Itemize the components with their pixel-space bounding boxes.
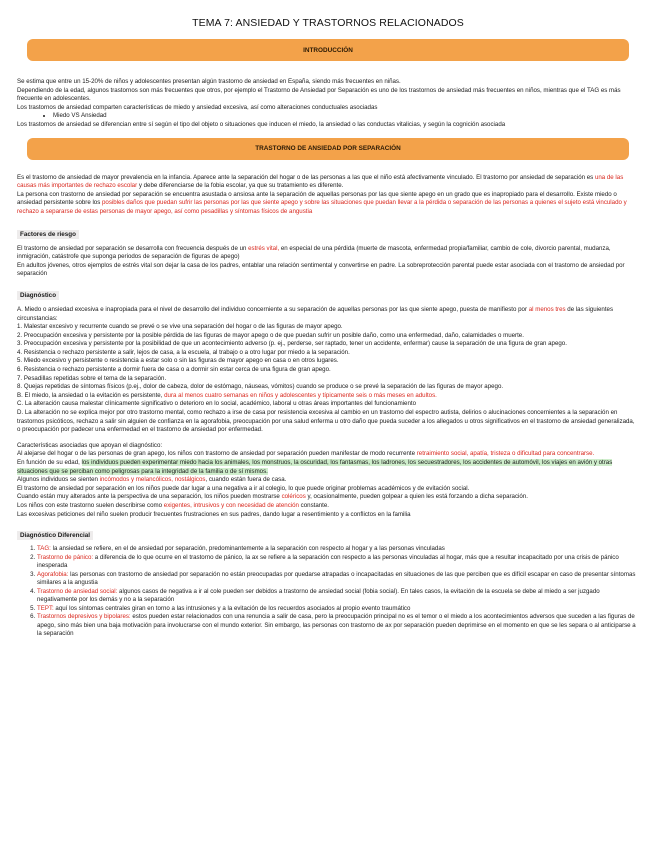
list-item: 6. Trastornos depresivos y bipolares: estos pueden estar relacionados con una renuncia a salir de casa, pero la preocupación principal no es el temor o el miedo a los acontecimientos adversos que suceden a las figuras de apego, sino más bien una baja motivación para involucrarse con el mundo exterior. Sin embargo, las personas con trastorno de ax por separación pueden deprimirse en el momento en que se les separa o al anticiparse a la separación — [37, 613, 639, 639]
criteria-item: 2. Preocupación excesiva y persistente por la posible pérdida de las figuras de mayor apego o de que puedan sufrir un posible daño, como una enfermedad, daño, calamidades o muerte. — [17, 331, 524, 339]
assoc-p4: El trastorno de ansiedad por separación en los niños puede dar lugar a una negativa a ir al colegio, lo que puede originar problemas académicos y de evitación social. — [17, 484, 470, 492]
assoc-p5: Cuando están muy alterados ante la perspectiva de una separación, los niños pueden mostrarse coléricos y, ocasionalmente, pueden golpear a quien les está forzando a dicha separación. — [17, 493, 528, 501]
criteria-item: 5. Miedo excesivo y persistente o resistencia a estar solo o sin las figuras de mayor apego en casa o en otros lugares. — [17, 357, 339, 365]
risk-p2: En adultos jóvenes, otros ejemplos de estrés vital son dejar la casa de los padres, entablar una relación sentimental y convertirse en padre. La sobreprotección parental puede estar asociada con el trastorno de ansiedad por separación — [17, 261, 625, 278]
assoc-p6: Los niños con este trastorno suelen describirse como exigentes, intrusivos y con necesidad de atención constante. — [17, 501, 330, 509]
associated-title: Características asociadas que apoyan el diagnóstico: — [17, 441, 163, 449]
list-item: 2. Trastorno de pánico: a diferencia de lo que ocurre en el trastorno de pánico, la ax se refiere a la separación con respecto a las personas vinculadas al hogar, más que a resultar incapacitado por una crisis de pánico inesperada — [37, 554, 639, 571]
criteria-item: 6. Resistencia o rechazo persistente a dormir fuera de casa o a dormir sin estar cerca de una figura de gran apego. — [17, 366, 331, 374]
criteria-item: 3. Preocupación excesiva y persistente por la posibilidad de que un acontecimiento adverso (p. ej., perderse, ser raptado, tener un accidente, enfermar) cause la separación de una figura de gran apego. — [17, 340, 567, 348]
tas-banner: TRASTORNO DE ANSIEDAD POR SEPARACIÓN — [27, 138, 629, 160]
list-item: 4. Trastorno de ansiedad social: algunos casos de negativa a ir al cole pueden ser debidos a trastorno de ansiedad social (fobia social). En tales casos, la evitación de la escuela se debe al miedo a ser juzgado negativamente por los demás y no a la separación — [37, 588, 639, 605]
diag-a: A. Miedo o ansiedad excesiva e inapropiada para el nivel de desarrollo del individuo concerniente a su separación de aquellas personas por las que siente apego, puesta de manifiesto por al menos tres de las siguientes circunstancias: — [17, 305, 614, 322]
intro-bullets — [17, 112, 639, 121]
intro-p2: Dependiendo de la edad, algunos trastornos son más frecuentes que otros, por ejemplo el Trastorno de Ansiedad por Separación es uno de los trastornos de ansiedad más frecuentes en niños, mientras que el TAG es más frecuente en adolescentes. — [17, 86, 621, 103]
page-title: TEMA 7: ANSIEDAD Y TRASTORNOS RELACIONADOS — [192, 17, 464, 29]
diag-b: B. El miedo, la ansiedad o la evitación es persistente, dura al menos cuatro semanas en niños y adolescentes y típicamente seis o más meses en adultos. — [17, 391, 437, 399]
intro-p1: Se estima que entre un 15-20% de niños y adolescentes presentan algún trastorno de ansiedad en España, siendo más frecuentes en niñas. — [17, 78, 401, 85]
criteria-item: 1. Malestar excesivo y recurrente cuando se prevé o se vive una separación del hogar o de las figuras de mayor apego. — [17, 323, 343, 331]
list-item: 3. Agorafobia: las personas con trastorno de ansiedad por separación no están preocupadas por quedarse atrapadas o incapacitadas en situaciones de las que perciben que es difícil escapar en caso de presentar síntomas similares a la angustia — [37, 571, 639, 588]
risk-factors-heading: Factores de riesgo — [17, 230, 79, 239]
diagnosis-heading: Diagnóstico — [17, 291, 59, 300]
criteria-item: 7. Pesadillas repetidas sobre el tema de la separación. — [17, 374, 167, 382]
assoc-p1: Al alejarse del hogar o de las personas de gran apego, los niños con trastorno de ansiedad por separación pueden manifestar de modo recurrente retraimiento social, apatía, tristeza o dificultad para concentrarse. — [17, 450, 595, 458]
bullet-item: • Miedo VS Ansiedad — [53, 112, 639, 121]
differential-heading: Diagnóstico Diferencial — [17, 531, 93, 540]
risk-p1: El trastorno de ansiedad por separación se desarrolla con frecuencia después de un estrés vital, en especial de una pérdida (muerte de mascota, enfermedad propia/familiar, cambio de cole, divorcio parental, mudanza, inmigración, catástrofe que suponga periodos de separación de figuras de apego) — [17, 244, 611, 261]
criteria-item: 4. Resistencia o rechazo persistente a salir, lejos de casa, a la escuela, al trabajo o a otro lugar por miedo a la separación. — [17, 348, 350, 356]
criteria-item: 8. Quejas repetidas de síntomas físicos (p.ej., dolor de cabeza, dolor de estómago, náuseas, vómitos) cuando se produce o se prevé la separación de las figuras de mayor apego. — [17, 383, 504, 391]
assoc-p2: En función de su edad, los individuos pueden experimentar miedo hacia los animales, los monstruos, la oscuridad, los fantasmas, los ladrones, los secuestradores, los accidentes de automóvil, los viajes en avión y otras situaciones que se perciban como peligrosas para la integridad de la familia o de sí mismos. — [17, 459, 613, 475]
diag-c: C. La alteración causa malestar clínicamente significativo o deterioro en lo social, académico, laboral u otras áreas importantes del funcionamiento — [17, 400, 417, 408]
list-item: 1. TAG: la ansiedad se refiere, en el de ansiedad por separación, predominantemente a la separación con respecto al hogar y a las personas vinculadas — [37, 545, 639, 554]
assoc-p7: Las excesivas peticiones del niño suelen producir frecuentes frustraciones en sus padres, dando lugar a resentimiento y a conflictos en la familia — [17, 510, 411, 518]
diag-criteria-list — [17, 323, 639, 392]
list-item: 5. TEPT: aquí los síntomas centrales giran en torno a las intrusiones y a la evitación de los recuerdos asociados al propio evento traumático — [37, 605, 639, 614]
diag-d: D. La alteración no se explica mejor por otro trastorno mental, como rechazo a irse de casa por resistencia excesiva al cambio en un trastorno del espectro autista, delirios o alucinaciones concernientes a la separación en trastornos psicóticos, rechazo a salir sin alguien de confianza en la agorafobia, preocupación por una salud enferma u otro daño que pueda suceder a los allegados u otros significativos en el trastorno de ansiedad generalizada, o preocupación por padecer una enfermedad en el trastorno de ansiedad por enfermedad. — [17, 409, 635, 434]
intro-p3: Los trastornos de ansiedad comparten características de miedo y ansiedad excesiva, así como alteraciones conductuales asociadas — [17, 103, 378, 111]
intro-banner: INTRODUCCIÓN — [27, 39, 629, 61]
tas-p2: La persona con trastorno de ansiedad por separación se encuentra asustada o ansiosa ante la separación de aquellas personas por las que siente apego en un grado que es inapropiado para el desarrollo. Existe miedo o ansiedad persistente sobre los posibles daños que puedan sufrir las personas por las que siente apego y sobre las situaciones que puedan llevar a la pérdida o separación de las personas a quienes el sujeto está vinculado y rechazo a separarse de estas personas de mayor apego, así como pesadillas y síntomas físicos de angustia — [17, 190, 627, 215]
intro-p4: Los trastornos de ansiedad se diferencian entre sí según el tipo del objeto o situaciones que inducen el miedo, la ansiedad o las conductas vitalicias, y según la cognición asociada — [17, 120, 506, 128]
assoc-p3: Algunos individuos se sienten incómodos y melancólicos, nostálgicos, cuando están fuera de casa. — [17, 476, 287, 484]
differential-list — [17, 545, 639, 639]
tas-p1: Es el trastorno de ansiedad de mayor prevalencia en la infancia. Aparece ante la separación del hogar o de las personas a las que el niño está afectivamente vinculado. El trastorno por ansiedad de separación es una de las causas más importantes de rechazo escolar y debe diferenciarse de la fobia escolar, ya que su tratamiento es diferente. — [17, 173, 624, 190]
